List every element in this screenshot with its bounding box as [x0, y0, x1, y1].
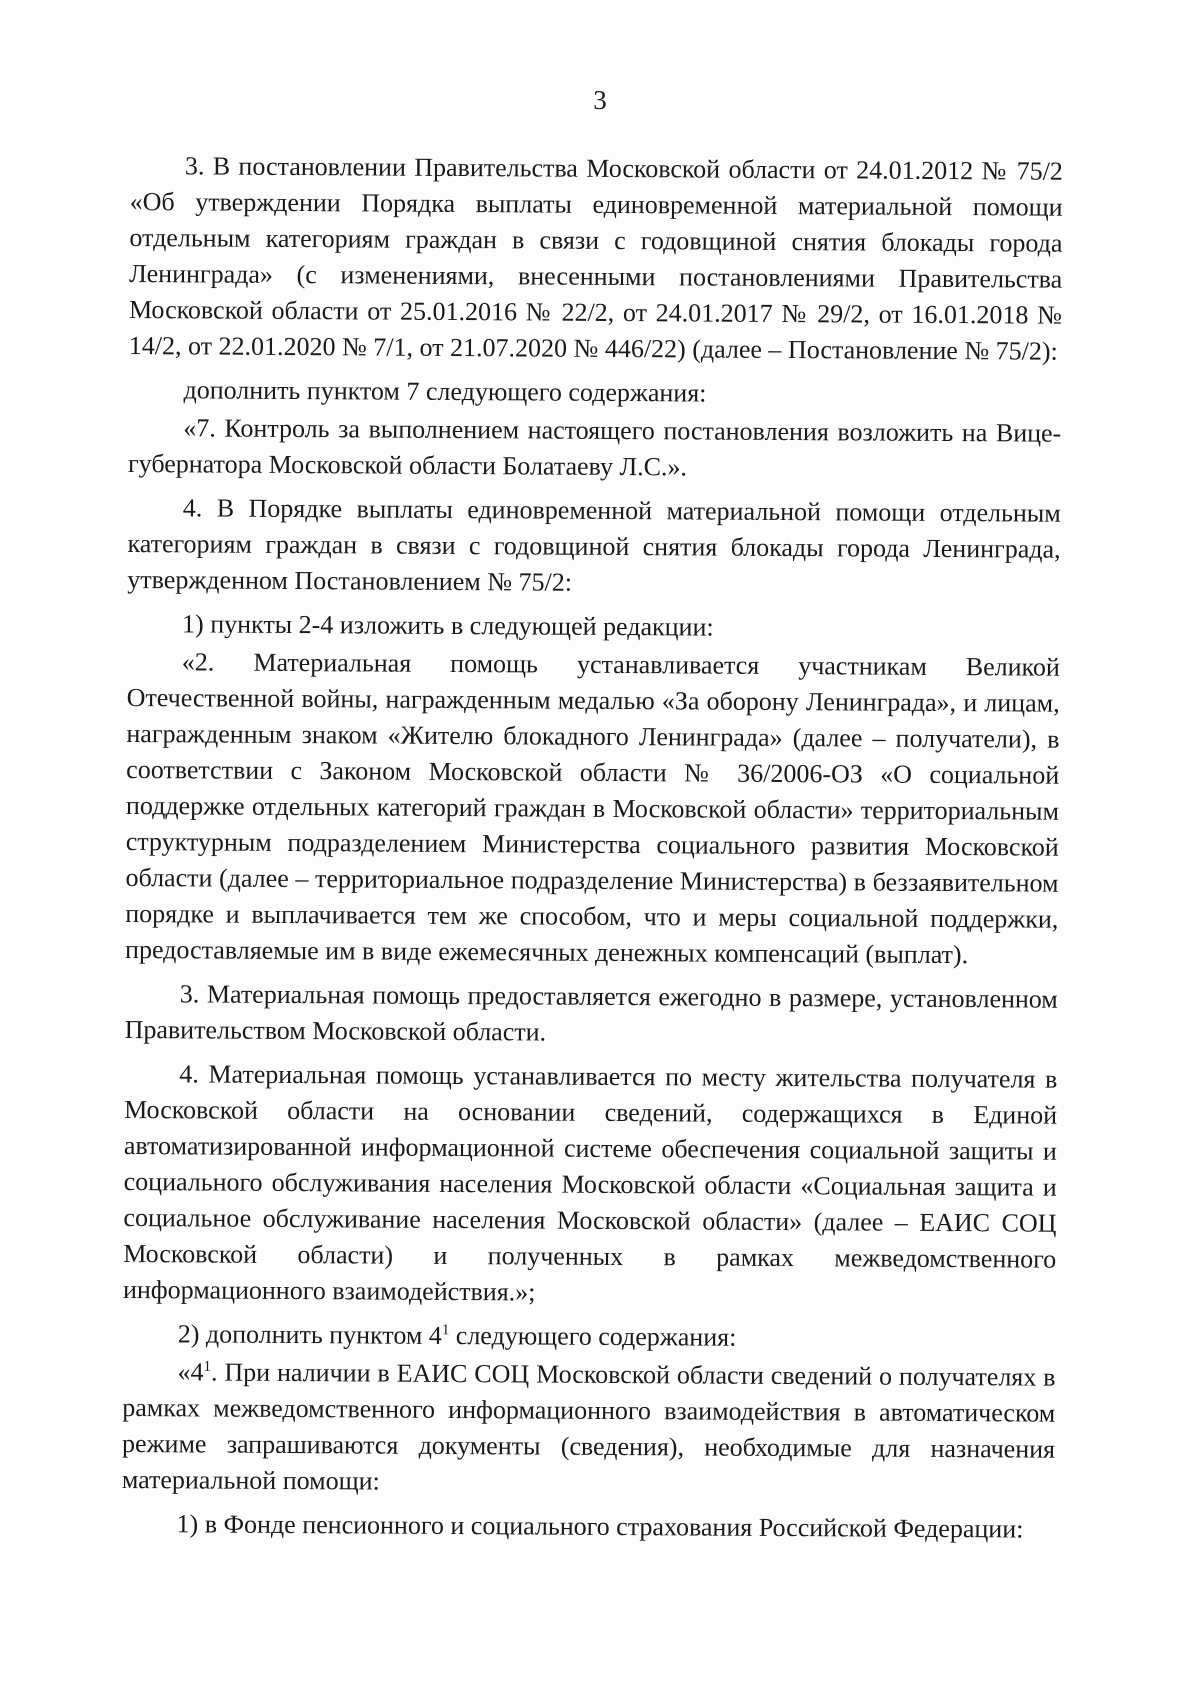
paragraph-add-item-4-1-tail: следующего содержания:	[449, 1320, 737, 1352]
paragraph-3: 3. В постановлении Правительства Московской области от 24.01.2012 № 75/2 «Об утверждении Порядка выплаты единовременной материальной помощи отдельным категориям граждан в связи с годовщиной снятия блокады города Ленинграда» (с изменениями, внесенными постановлениями Правительства Московской области от 25.01.2016 № 22/2, от 24.01.2017 № 29/2, от 16.01.2018 № 14/2, от 22.01.2020 № 7/1, от 21.07.2020 № 446/22) (далее – Постановление № 75/2):	[128, 151, 1063, 366]
paragraph-item-4: 4. Материальная помощь устанавливается по месту жительства получателя в Московской области на основании сведений, содержащихся в Единой автоматизированной информационной системе обеспечения социальной защиты и социального обслуживания населения Московской области «Социальная защита и социальное обслуживание населения Московской области» (далее – ЕАИС СОЦ Московской области) и полученных в рамках межведомственного информационного взаимодействия.»;	[122, 1059, 1058, 1307]
page-number: 3	[593, 85, 607, 115]
paragraph-item-4-1	[122, 1354, 1056, 1504]
paragraph-subitem-1: 1) в Фонде пенсионного и социального страхования Российской Федерации:	[176, 1509, 1024, 1544]
superscript-1: 1	[203, 1358, 212, 1375]
paragraph-4: 4. В Порядке выплаты единовременной материальной помощи отдельным категориям граждан в связи с годовщиной снятия блокады города Ленинграда, утвержденном Постановлением № 75/2:	[127, 493, 1061, 597]
superscript-1: 1	[441, 1322, 450, 1339]
paragraph-add-item-4-1	[123, 1316, 1056, 1358]
paragraph-add-item-7: дополнить пунктом 7 следующего содержания:	[183, 375, 707, 408]
paragraph-item-4-1-text: . При наличии в ЕАИС СОЦ Московской области сведений о получателях в рамках межведомственного информационного взаимодействия в автоматическом режиме запрашиваются документы (сведения), необходимые для назначения материальной помощи:	[121, 1357, 1056, 1496]
paragraph-item-4-1-start: «4	[177, 1357, 204, 1387]
paragraph-item-2: «2. Материальная помощь устанавливается участникам Великой Отечественной войны, награжденным медалью «За оборону Ленинграда», и лицам, награжденным знаком «Жителю блокадного Ленинграда» (далее – получатели), в соответствии с Законом Московской области № 36/2006-ОЗ «О социальной поддержке отдельных категорий граждан в Московской области» территориальным структурным подразделением Министерства социального развития Московской области (далее – территориальное подразделение Министерства) в беззаявительном порядке и выплачивается тем же способом, что и меры социальной поддержки, предоставляемые им в виде ежемесячных денежных компенсаций (выплат).	[125, 647, 1060, 970]
paragraph-item-7: «7. Контроль за выполнением настоящего постановления возложить на Вице-губернатора Московской области Болатаеву Л.С.».	[127, 413, 1062, 482]
paragraph-items-2-4: 1) пункты 2-4 изложить в следующей редакции:	[182, 609, 714, 642]
paragraph-add-item-4-1-text: 2) дополнить пунктом 4	[177, 1319, 442, 1350]
document-body	[121, 148, 1063, 1556]
paragraph-item-3: 3. Материальная помощь предоставляется ежегодно в размере, установленном Правительством Московской области.	[124, 979, 1058, 1047]
